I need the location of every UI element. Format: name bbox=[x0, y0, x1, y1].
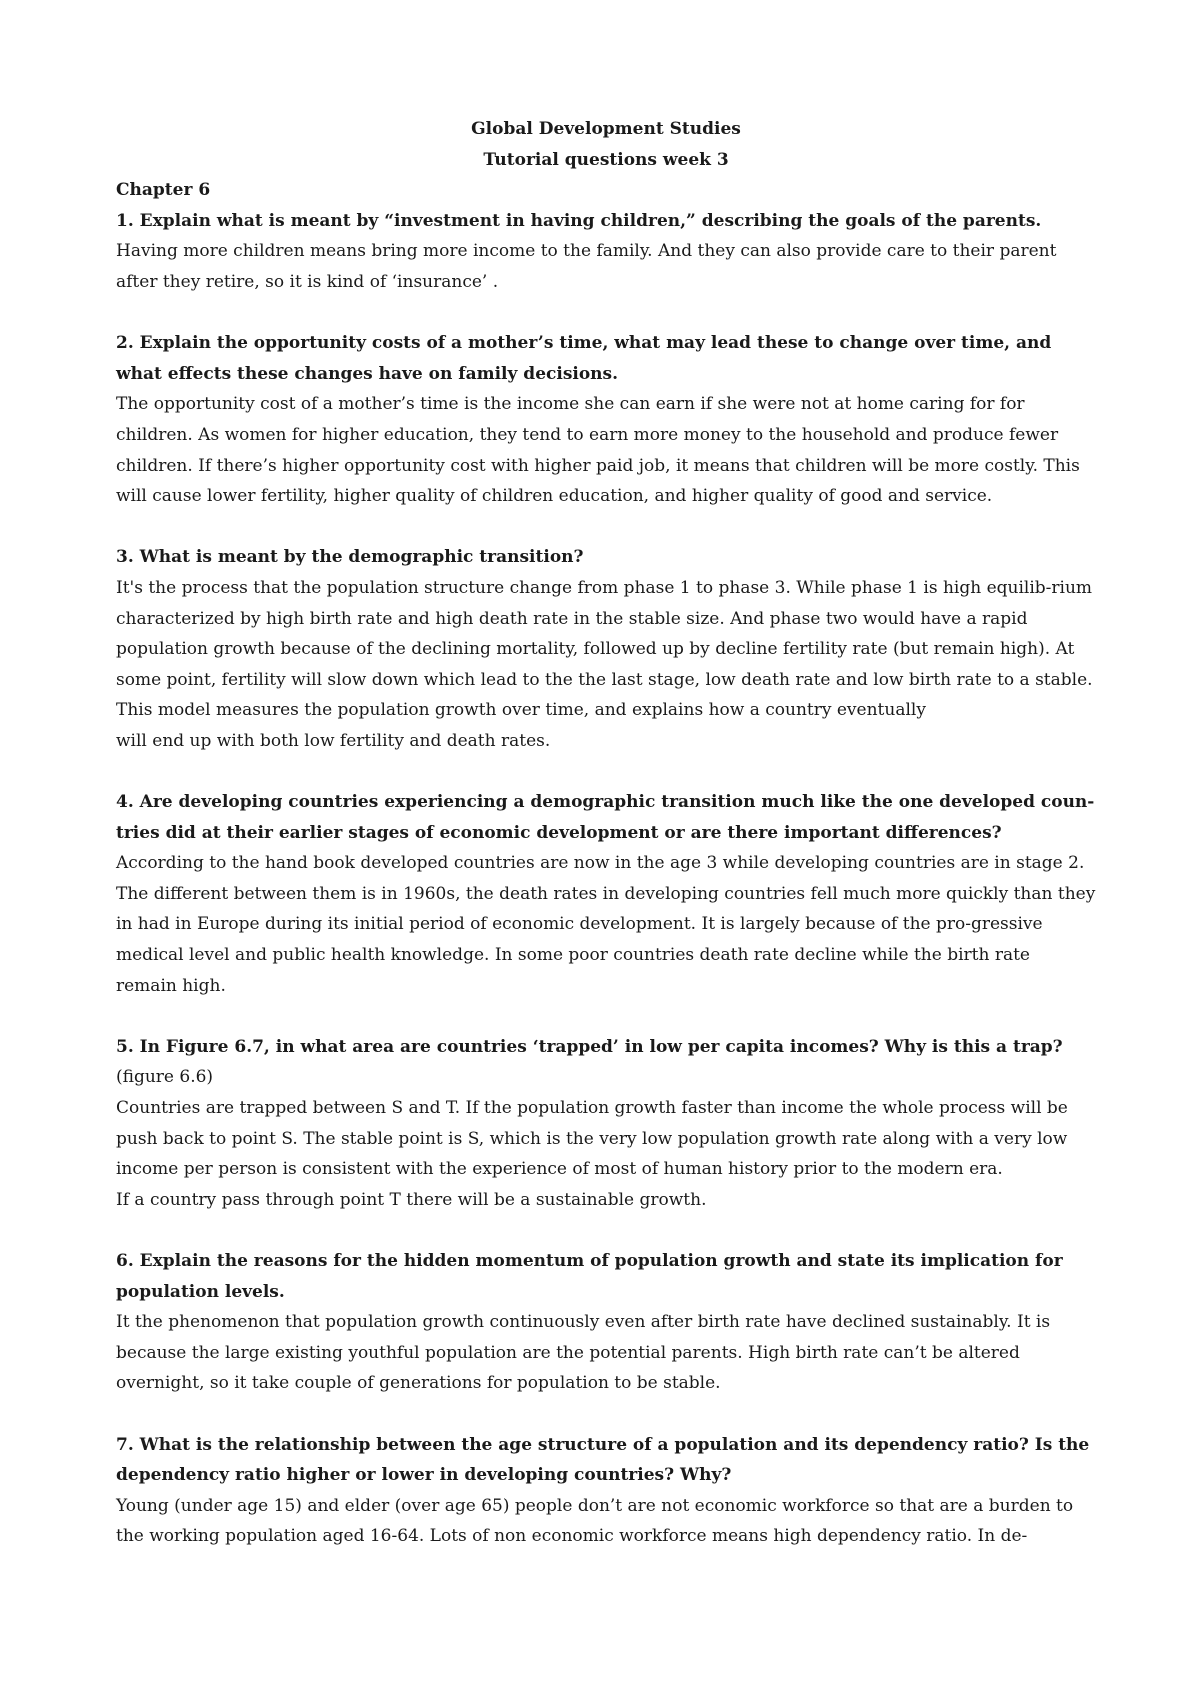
question-text: 2. Explain the opportunity costs of a mother’s time, what may lead these to change over time, and what effects these changes have on family decisions. bbox=[116, 333, 1052, 384]
question-block-7 bbox=[116, 1430, 1096, 1552]
question-text: 5. In Figure 6.7, in what area are countries ‘trapped’ in low per capita incomes? Why is this a trap? bbox=[116, 1036, 1063, 1057]
question-block-3 bbox=[116, 542, 1096, 756]
answer-paragraph: It's the process that the population structure change from phase 1 to phase 3. While phase 1 is high equilib-rium characterized by high birth rate and high death rate in the stable size. And phase two would have a rapid population growth because of the declining mortality, followed up by decline fertility rate (but remain high). At some point, fertility will slow down which lead to the the last stage, low death rate and low birth rate to a stable. bbox=[116, 577, 1093, 690]
section-spacer bbox=[116, 298, 1096, 329]
question-text: 1. Explain what is meant by “investment in having children,” describing the goals of the parents. bbox=[116, 210, 1042, 231]
answer-paragraph: Young (under age 15) and elder (over age 65) people don’t are not economic workforce so that are a burden to the working population aged 16-64. Lots of non economic workforce means high dependency ratio. In de- bbox=[116, 1495, 1074, 1547]
answer-paragraph: This model measures the population growth over time, and explains how a country eventually bbox=[116, 700, 926, 721]
answer-text bbox=[116, 389, 1096, 511]
question-text: 4. Are developing countries experiencing a demographic transition much like the one developed coun-tries did at their earlier stages of economic development or are there important differences? bbox=[116, 792, 1095, 843]
question-text: 7. What is the relationship between the age structure of a population and its dependency ratio? Is the dependency ratio higher or lower in developing countries? Why? bbox=[116, 1434, 1090, 1486]
answer-paragraph: Countries are trapped between S and T. If the population growth faster than income the whole process will be push back to point S. The stable point is S, which is the very low population growth rate along with a very low income per person is consistent with the experience of most of human history prior to the modern era. bbox=[116, 1098, 1068, 1180]
answer-text bbox=[116, 573, 1096, 757]
section-spacer bbox=[116, 512, 1096, 543]
answer-paragraph: (figure 6.6) bbox=[116, 1067, 214, 1088]
question-block-6 bbox=[116, 1246, 1096, 1399]
answer-text bbox=[116, 1491, 1096, 1552]
document-title: Global Development Studies bbox=[471, 119, 741, 139]
answer-paragraph: If a country pass through point T there will be a sustainable growth. bbox=[116, 1189, 707, 1210]
section-spacer bbox=[116, 1001, 1096, 1032]
answer-paragraph: It the phenomenon that population growth continuously even after birth rate have declined sustainably. It is because the large existing youthful population are the potential parents. High birth rate can’t be altered overnight, so it take couple of generations for population to be stable. bbox=[116, 1312, 1051, 1394]
question-block-5 bbox=[116, 1032, 1096, 1216]
answer-paragraph: The opportunity cost of a mother’s time is the income she can earn if she were not at home caring for for children. As women for higher education, they tend to earn more money to the household and produce fewer children. If there’s higher opportunity cost with higher paid job, it means that children will be more costly. This will cause lower fertility, higher quality of children education, and higher quality of good and service. bbox=[116, 394, 1080, 507]
question-block-2 bbox=[116, 328, 1096, 512]
section-spacer bbox=[116, 1215, 1096, 1246]
section-spacer bbox=[116, 1399, 1096, 1430]
question-list bbox=[116, 206, 1096, 1552]
question-block-1 bbox=[116, 206, 1096, 298]
question-text: 3. What is meant by the demographic transition? bbox=[116, 547, 584, 568]
chapter-heading: Chapter 6 bbox=[116, 180, 211, 201]
question-block-4 bbox=[116, 787, 1096, 1001]
answer-text bbox=[116, 236, 1096, 297]
answer-paragraph: According to the hand book developed countries are now in the age 3 while developing countries are in stage 2. The different between them is in 1960s, the death rates in developing countries fell much more quickly than they in had in Europe during its initial period of economic development. It is largely because of the pro-gressive medical level and public health knowledge. In some poor countries death rate decline while the birth rate remain high. bbox=[116, 853, 1096, 996]
document-subtitle: Tutorial questions week 3 bbox=[483, 149, 729, 170]
title-block bbox=[116, 114, 1096, 175]
answer-paragraph: Having more children means bring more income to the family. And they can also provide care to their parent after they retire, so it is kind of ‘insurance’ . bbox=[116, 241, 1057, 292]
document-page bbox=[116, 114, 1096, 1552]
section-spacer bbox=[116, 756, 1096, 787]
answer-text bbox=[116, 1307, 1096, 1399]
answer-paragraph: will end up with both low fertility and death rates. bbox=[116, 730, 551, 751]
answer-text bbox=[116, 848, 1096, 1001]
question-text: 6. Explain the reasons for the hidden momentum of population growth and state its implication for population levels. bbox=[116, 1250, 1063, 1302]
answer-text bbox=[116, 1062, 1096, 1215]
